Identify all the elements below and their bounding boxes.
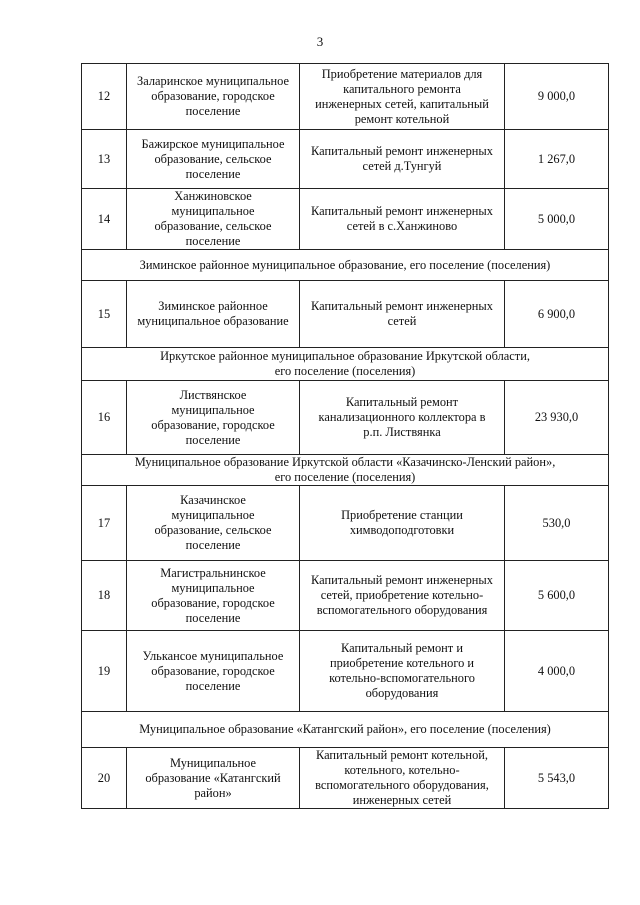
amount: 6 900,0 [505,281,609,348]
municipality-name-line: Улькансое муниципальное [142,648,284,663]
row-number: 12 [82,64,127,130]
work-description [300,189,505,250]
section-title [82,348,609,381]
work-description-line: Капитальный ремонт котельной, [316,748,488,762]
municipality-name-line: поселение [185,234,241,248]
municipality-name-line: Магистральнинское [160,565,266,580]
municipality-name-line: образование, сельское [154,151,272,166]
amount: 530,0 [505,486,609,561]
municipality-name-line: Листвянское [179,387,247,402]
amount: 5 543,0 [505,748,609,809]
work-description-line: Капитальный ремонт инженерных [311,573,493,587]
section-title-line: Муниципальное образование «Катангский район», его поселение (поселения) [139,722,551,736]
work-description [300,64,505,130]
work-description-line: вспомогательного оборудования, [315,778,489,792]
municipality-name-line: муниципальное [171,204,255,218]
work-description [300,631,505,712]
municipality-name [127,381,300,455]
section-header-row [82,712,609,748]
municipality-name-line: Заларинское муниципальное [137,74,289,88]
municipality-name-line: поселение [185,166,241,181]
work-description [300,281,505,348]
work-description [300,381,505,455]
work-description [300,486,505,561]
page-number: 3 [316,34,324,49]
section-title-line: Иркутское районное муниципальное образование Иркутской области, [160,349,530,363]
work-description-line: Капитальный ремонт инженерных [311,299,493,313]
amount: 5 000,0 [505,189,609,250]
row-number: 15 [82,281,127,348]
section-header-row [82,250,609,281]
table-row [82,130,609,189]
municipality-name-line: поселение [185,432,241,447]
work-description [300,130,505,189]
work-description-line: сетей, приобретение котельно- [320,588,484,602]
section-header-row [82,348,609,381]
row-number: 13 [82,130,127,189]
work-description-line: сетей д.Тунгуй [362,159,442,173]
municipality-name-line: образование, сельское [154,219,272,233]
municipality-name-line: муниципальное образование [137,314,289,328]
municipality-name-line: Казачинское [180,493,246,507]
municipality-name-line: образование, городское [151,89,275,103]
municipality-name [127,486,300,561]
municipality-name [127,64,300,130]
table-row [82,64,609,130]
work-description-line: канализационного коллектора в [318,410,486,424]
municipality-name-line: поселение [185,678,241,693]
work-description-line: химводоподготовки [349,523,455,537]
work-description-line: приобретение котельного и [329,656,475,670]
municipality-name-line: образование, городское [151,663,275,678]
work-description-line: Капитальный ремонт инженерных [311,144,493,158]
work-description-line: инженерных сетей, капитальный [315,96,489,111]
work-description-line: ремонт котельной [354,111,450,126]
municipality-name-line: муниципальное [171,508,255,522]
work-description-line: Капитальный ремонт [345,395,459,409]
municipality-name-line: Ханжиновское [174,189,252,203]
row-number: 17 [82,486,127,561]
work-description-line: сетей в с.Ханжиново [346,219,458,233]
municipality-name-line: образование, сельское [154,523,272,537]
municipality-name [127,189,300,250]
work-description-line: оборудования [365,686,439,700]
municipality-name-line: образование, городское [151,595,275,610]
amount: 5 600,0 [505,561,609,631]
municipality-name-line: Муниципальное [170,755,256,770]
table-row [82,561,609,631]
work-description-line: вспомогательного оборудования [316,603,488,617]
municipality-name [127,561,300,631]
table-row [82,631,609,712]
section-title [82,712,609,748]
row-number: 19 [82,631,127,712]
municipality-name-line: район» [194,785,232,800]
work-description-line: котельного, котельно- [344,763,460,777]
amount: 1 267,0 [505,130,609,189]
amount: 9 000,0 [505,64,609,130]
row-number: 16 [82,381,127,455]
municipality-name-line: поселение [185,610,241,625]
work-description [300,561,505,631]
section-title-line: его поселение (поселения) [274,470,416,484]
work-description-line: Приобретение станции [341,508,463,522]
table-row [82,381,609,455]
section-title [82,250,609,281]
work-description-line: котельно-вспомогательного [329,671,475,685]
work-description-line: Капитальный ремонт и [341,641,463,655]
work-description-line: капитального ремонта [343,81,461,96]
section-title [82,455,609,486]
section-title-line: Муниципальное образование Иркутской области «Казачинско-Ленский район», [134,455,556,469]
work-description-line: р.п. Листвянка [363,425,441,439]
row-number: 14 [82,189,127,250]
section-header-row [82,455,609,486]
municipality-name-line: муниципальное [171,580,255,595]
municipality-name [127,631,300,712]
amount: 4 000,0 [505,631,609,712]
work-description-line: Капитальный ремонт инженерных [311,204,493,218]
funding-table-body [82,64,609,809]
work-description [300,748,505,809]
municipality-name-line: образование «Катангский [145,770,281,785]
municipality-name [127,281,300,348]
table-row [82,748,609,809]
amount: 23 930,0 [505,381,609,455]
work-description-line: сетей [387,314,417,328]
municipality-name-line: поселение [185,104,241,118]
funding-table [81,63,609,809]
table-row [82,486,609,561]
work-description-line: инженерных сетей [352,793,452,807]
municipality-name-line: Зиминское районное [158,299,268,313]
municipality-name [127,130,300,189]
section-title-line: Зиминское районное муниципальное образование, его поселение (поселения) [139,257,551,272]
row-number: 20 [82,748,127,809]
work-description-line: Приобретение материалов для [321,66,483,81]
municipality-name-line: Бажирское муниципальное [141,136,285,151]
municipality-name-line: муниципальное [171,402,255,417]
section-title-line: его поселение (поселения) [274,364,416,378]
municipality-name [127,748,300,809]
municipality-name-line: поселение [185,538,241,552]
row-number: 18 [82,561,127,631]
table-row [82,281,609,348]
municipality-name-line: образование, городское [151,417,275,432]
table-row [82,189,609,250]
